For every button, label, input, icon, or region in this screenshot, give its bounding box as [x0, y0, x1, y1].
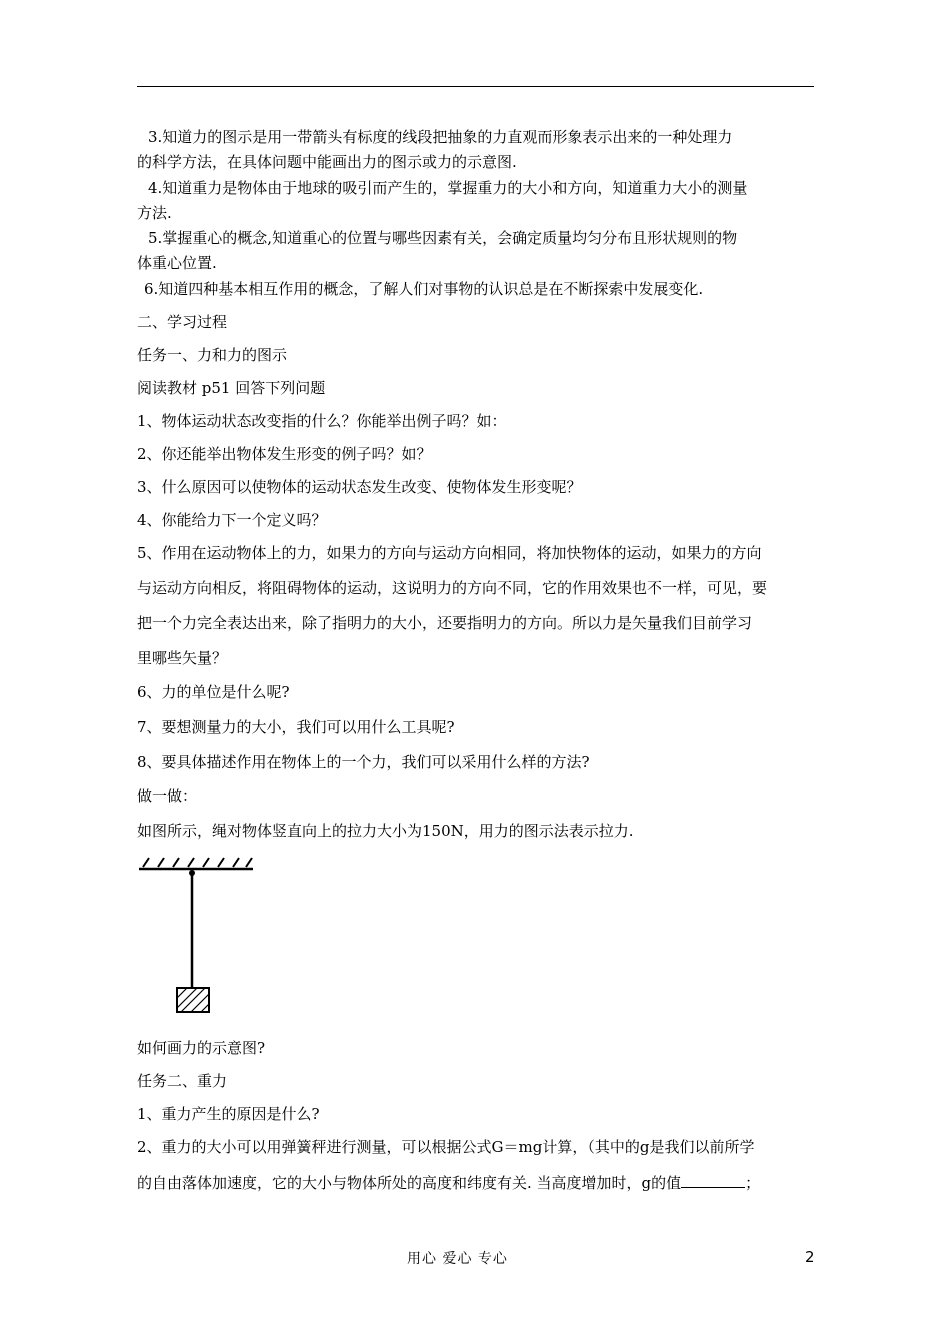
header-rule: [137, 86, 814, 87]
objective-6-line-1: 6.知道四种基本相互作用的概念，了解人们对事物的认识总是在不断探索中发展变化.: [144, 280, 704, 298]
figure-caption: 如图所示，绳对物体竖直向上的拉力大小为150N，用力的图示法表示拉力.: [137, 822, 634, 840]
objective-4-line-1: 4.知道重力是物体由于地球的吸引而产生的，掌握重力的大小和方向，知道重力大小的测量: [148, 179, 748, 197]
question-5-line-1: 5、作用在运动物体上的力，如果力的方向与运动方向相同，将加快物体的运动，如果力的方向: [137, 544, 762, 562]
question-5-line-2: 与运动方向相反，将阻碍物体的运动，这说明力的方向不同，它的作用效果也不一样，可见，要: [137, 579, 768, 597]
reading-instruction: 阅读教材 p51 回答下列问题: [137, 379, 326, 397]
question-5-line-3: 把一个力完全表达出来，除了指明力的大小，还要指明力的方向。所以力是矢量我们目前学习: [137, 614, 753, 632]
gravity-question-2-line-2: [137, 1173, 817, 1194]
question-4: 4、你能给力下一个定义吗？: [137, 511, 327, 529]
question-8: 8、要具体描述作用在物体上的一个力，我们可以采用什么样的方法?: [137, 753, 590, 771]
hanging-block-figure: [137, 852, 269, 1024]
ceiling-hatch: [143, 858, 252, 867]
how-to-draw-diagram: 如何画力的示意图?: [137, 1039, 266, 1057]
question-2: 2、你还能举出物体发生形变的例子吗？如？: [137, 445, 432, 463]
gravity-question-2-tail: ；: [745, 1174, 761, 1192]
question-5-line-4: 里哪些矢量？: [137, 649, 228, 667]
task-2-heading: 任务二、重力: [137, 1072, 228, 1090]
gravity-question-2-line-1: 2、重力的大小可以用弹簧秤进行测量，可以根据公式G＝mg计算，（其中的g是我们以前所学: [137, 1138, 755, 1156]
question-7: 7、要想测量力的大小，我们可以用什么工具呢?: [137, 718, 455, 736]
objective-3-line-1: 3.知道力的图示是用一带箭头有标度的线段把抽象的力直观而形象表示出来的一种处理力: [148, 128, 733, 146]
page-number: 2: [805, 1248, 815, 1266]
answer-blank[interactable]: [681, 1173, 745, 1188]
question-1: 1、物体运动状态改变指的什么？你能举出例子吗？如：: [137, 412, 507, 430]
objective-3-line-2: 的科学方法，在具体问题中能画出力的图示或力的示意图.: [137, 153, 517, 171]
task-1-heading: 任务一、力和力的图示: [137, 346, 288, 364]
objective-5-line-1: 5.掌握重心的概念,知道重心的位置与哪些因素有关，会确定质量均匀分布且形状规则的物: [148, 229, 738, 247]
objective-5-line-2: 体重心位置.: [137, 254, 217, 272]
question-3: 3、什么原因可以使物体的运动状态发生改变、使物体发生形变呢？: [137, 478, 582, 496]
try-it-label: 做一做：: [137, 787, 198, 805]
gravity-question-1: 1、重力产生的原因是什么?: [137, 1105, 320, 1123]
objective-4-line-2: 方法.: [137, 204, 172, 222]
gravity-question-2-text: 的自由落体加速度，它的大小与物体所处的高度和纬度有关. 当高度增加时，g的值: [137, 1174, 682, 1192]
section-heading-learning-process: 二、学习过程: [137, 313, 228, 331]
question-6: 6、力的单位是什么呢?: [137, 683, 290, 701]
footer-motto: 用心 爱心 专心: [407, 1251, 508, 1267]
